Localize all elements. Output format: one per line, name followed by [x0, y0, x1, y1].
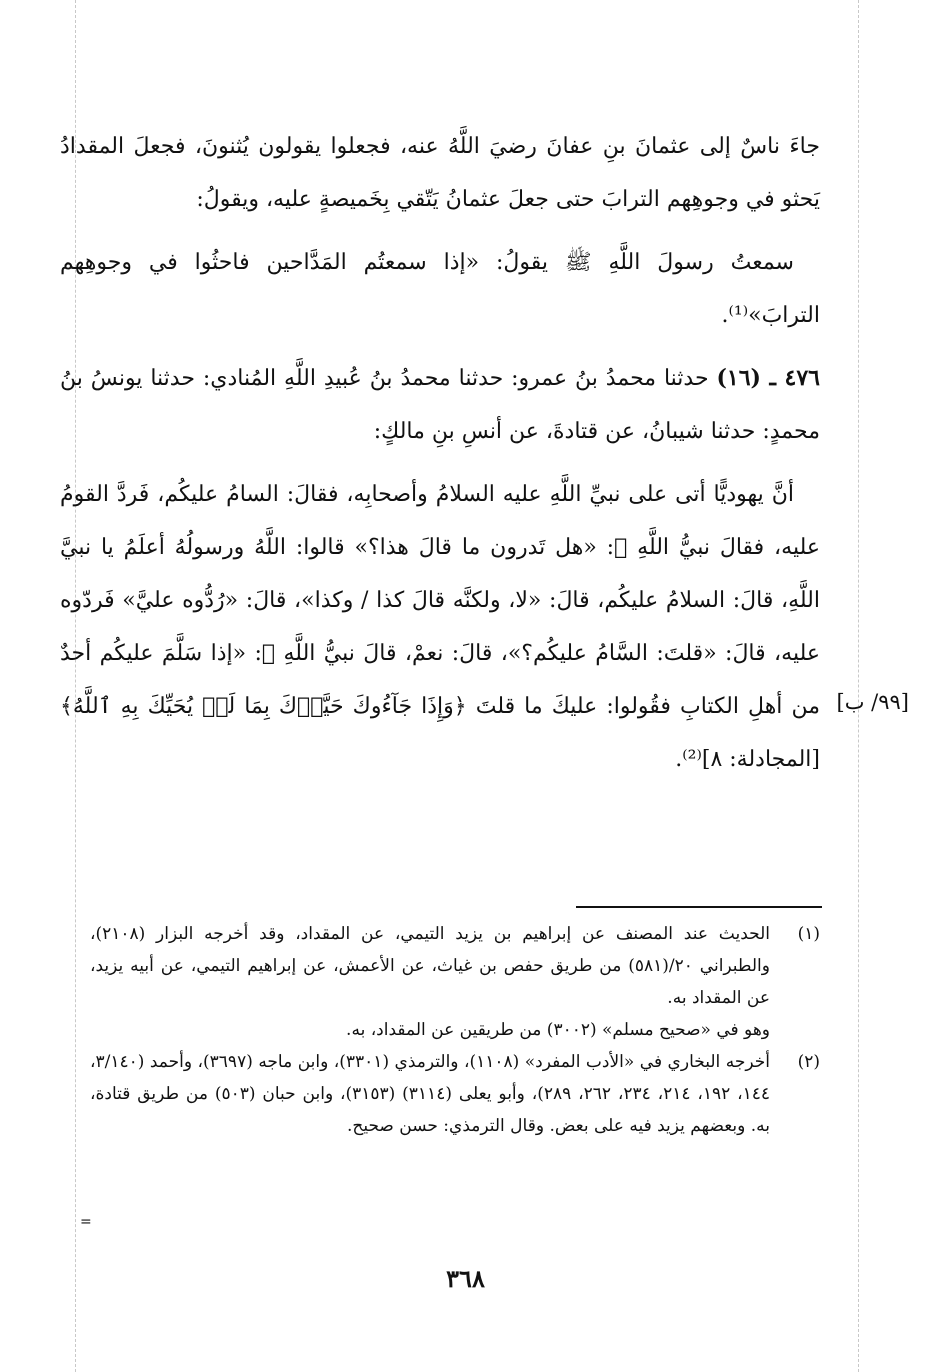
footnotes — [90, 918, 820, 1142]
main-text — [60, 120, 820, 786]
page-number: ٣٦٨ — [446, 1264, 485, 1293]
paragraph-gap — [60, 226, 820, 236]
paragraph-4: أنَّ يهوديًّا أتى على نبيِّ اللَّهِ عليه السلامُ وأصحابِه، فقالَ: السامُ عليكُم، فَردَّ القومُ عليه، فقالَ نبيُّ اللَّهِ ﷺ: «هل تَدرون ما قالَ هذا؟» قالوا: اللَّهُ ورسولُهُ أعلَمُ يا نبيَّ اللَّهِ، قالَ: السلامُ عليكُم، قالَ: «لا، ولكنَّه قالَ كذا / وكذا»، قالَ: «رُدُّوه عليَّ» فَردّوه عليه، قالَ: «قلتَ: السَّامُ عليكُم؟»، قالَ: نعمْ، قالَ نبيُّ اللَّهِ ﷺ: «إذا سَلَّمَ عليكُم أحدٌ من أهلِ الكتابِ فقُولوا: عليكَ ما قلتَ ﴿وَإِذَا جَآءُوكَ حَيَّوۡكَ بِمَا لَمۡ يُحَيِّكَ بِهِ ٱللَّهُ﴾ [المجادلة: ٨]⁽²⁾. — [60, 482, 820, 772]
paragraph-2: سمعتُ رسولَ اللَّهِ ﷺ يقولُ: «إذا سمعتُم المَدَّاحين فاحثُوا في وجوهِهم الترابَ»⁽¹⁾. — [60, 250, 820, 328]
edge-mark: = — [80, 1214, 92, 1230]
footnote-2-text: أخرجه البخاري في «الأدب المفرد» (١١٠٨)، والترمذي (٣٣٠١)، وابن ماجه (٣٦٩٧)، وأحمد (٣/١٤٠، ١٤٤، ١٩٢، ٢١٤، ٢٣٤، ٢٦٢، ٢٨٩)، وأبو يعلى (٣١١٤) (٣١٥٣)، وابن حبان (٥٠٣) من طريق قتادة، به. وبعضهم يزيد فيه على بعض. وقال الترمذي: حسن صحيح. — [90, 1052, 771, 1136]
paragraph-1: جاءَ ناسٌ إلى عثمانَ بنِ عفانَ رضيَ اللَّهُ عنه، فجعلوا يقولون يُثنونَ، فجعلَ المقدادُ يَحثو في وجوهِهم الترابَ حتى جعلَ عثمانُ يَتّقي بِخَميصةٍ عليه، ويقولُ: — [60, 134, 820, 212]
folio-margin-note: [٩٩/ ب] — [836, 690, 909, 714]
footnote-separator — [576, 906, 822, 908]
isnad-text: حدثنا محمدُ بنُ عمرو: حدثنا محمدُ بنُ عُبيدِ اللَّهِ المُنادي: حدثنا يونسُ بنُ محمدٍ: حدثنا شيبانُ، عن قتادةَ، عن أنسِ بنِ مالكٍ: — [60, 366, 820, 444]
footnote-1-number: (١) — [797, 924, 820, 944]
footnote-1-extra: وهو في «صحيح مسلم» (٣٠٠٢) من طريقين عن المقداد، به. — [346, 1020, 770, 1040]
paragraph-3 — [60, 352, 820, 458]
paragraph-gap — [60, 458, 820, 468]
footnote-1 — [90, 918, 820, 1014]
margin-guide-right — [858, 0, 859, 1372]
footnote-2-number: (٢) — [797, 1052, 820, 1072]
footnote-2 — [90, 1046, 820, 1142]
footnote-1-text: الحديث عند المصنف عن إبراهيم بن يزيد التيمي، عن المقداد، وقد أخرجه البزار (٢١٠٨)، والطبراني ٢٠/(٥٨١) من طريق حفص بن غياث، عن الأعمش، عن إبراهيم التيمي، عن أبيه يزيد، عن المقداد به. — [90, 924, 770, 1008]
paragraph-gap — [60, 342, 820, 352]
hadith-number: ٤٧٦ ـ (١٦) — [716, 365, 820, 391]
